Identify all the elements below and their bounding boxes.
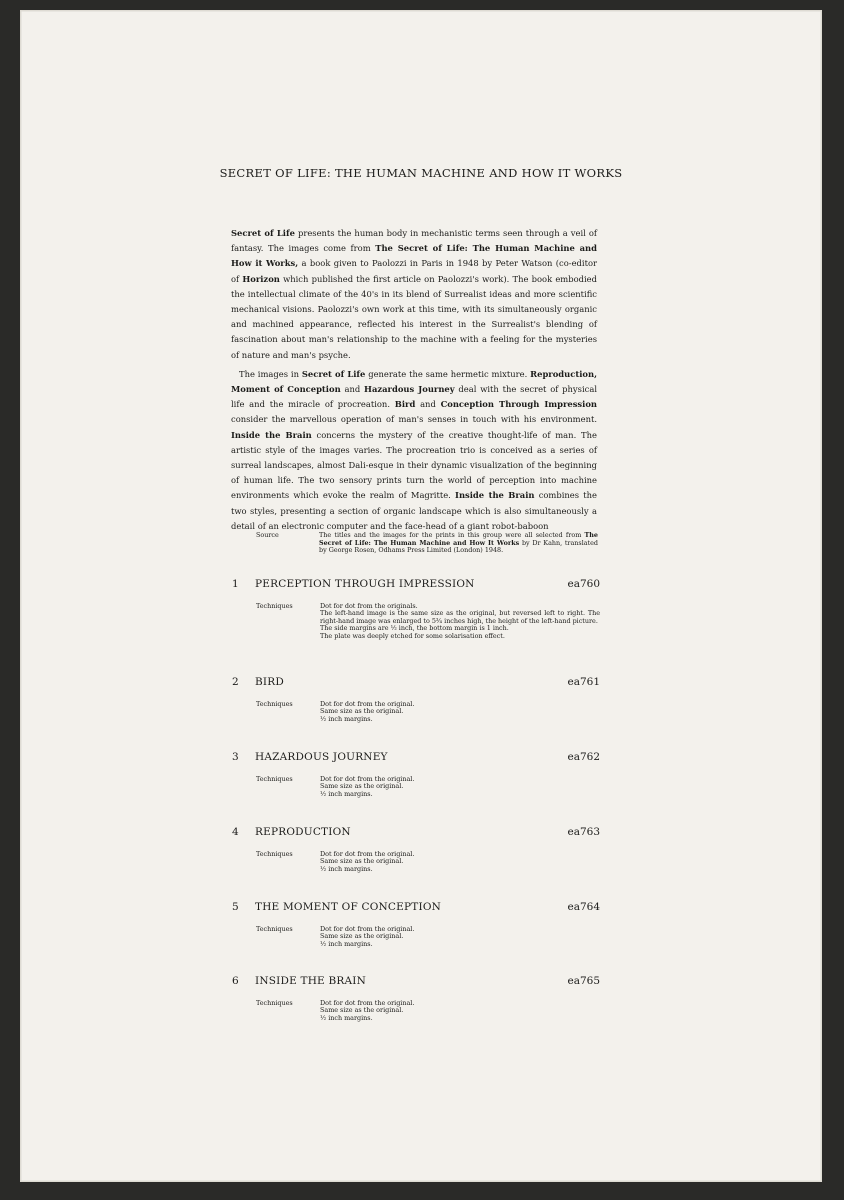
print-entry	[232, 901, 600, 973]
print-code: ea761	[567, 676, 600, 688]
print-entry	[232, 975, 600, 1047]
intro-paragraph-2	[231, 367, 597, 534]
technique-line: Dot for dot from the original.	[320, 925, 415, 933]
technique-line: Same size as the original.	[320, 707, 404, 716]
body-text: and	[340, 384, 365, 395]
technique-line: Same size as the original.	[320, 782, 404, 791]
print-title: THE MOMENT OF CONCEPTION	[255, 901, 442, 913]
print-number: 1	[232, 578, 239, 590]
technique-line: Same size as the original.	[320, 932, 404, 941]
emphasis-text: Hazardous Journey	[364, 384, 455, 395]
body-text: deal with the secret of physical life and the miracle of procreation.	[231, 384, 597, 410]
print-number: 3	[232, 751, 239, 763]
emphasis-text: Reproduction, Moment of Conception	[231, 368, 597, 395]
techniques-block	[256, 850, 600, 873]
body-text: consider the marvellous operation of man's senses in touch with his environment.	[231, 414, 597, 425]
print-entry	[232, 676, 600, 748]
body-text: a book given to Paolozzi in Paris in 1948 by Peter Watson (co-editor of	[231, 258, 597, 284]
technique-line: Dot for dot from the originals.	[320, 602, 418, 610]
body-text: presents the human body in mechanistic terms seen through a veil of fantasy. The images come from	[231, 228, 597, 254]
print-code: ea765	[567, 975, 600, 987]
intro-text	[231, 226, 597, 534]
print-code: ea762	[567, 751, 600, 763]
techniques-block	[256, 999, 600, 1022]
techniques-label: Techniques	[256, 999, 293, 1007]
technique-line: ½ inch margins.	[320, 939, 373, 948]
technique-line: Dot for dot from the original.	[320, 999, 415, 1007]
print-title: PERCEPTION THROUGH IMPRESSION	[255, 578, 475, 590]
techniques-lines	[320, 701, 600, 723]
document-title: SECRET OF LIFE: THE HUMAN MACHINE AND HOW IT WORKS	[219, 166, 623, 180]
emphasis-text: The Secret of Life: The Human Machine and How It Works	[319, 531, 598, 547]
print-number: 2	[232, 676, 239, 688]
techniques-label: Techniques	[256, 850, 293, 858]
print-entry	[232, 578, 600, 650]
body-text: concerns the mystery of the creative thought-life of man. The artistic style of the images varies. The procreation trio is conceived as a series of surreal landscapes, almost Dali-esque in their dynamic visualization of the beginning of human life. The two sensory prints turn the world of perception into machine environments which evoke the realm of Magritte.	[231, 429, 597, 501]
technique-line: Dot for dot from the original.	[320, 850, 415, 858]
print-title: REPRODUCTION	[255, 826, 351, 838]
emphasis-text: Secret of Life	[231, 228, 295, 238]
techniques-block	[256, 700, 600, 723]
print-number: 4	[232, 826, 239, 838]
emphasis-text: Conception Through Impression	[440, 399, 598, 410]
source-label: Source	[256, 531, 279, 539]
intro-paragraph-1	[231, 226, 597, 363]
techniques-lines	[320, 603, 600, 640]
print-entry	[232, 751, 600, 823]
paper-sheet	[20, 10, 822, 1182]
technique-line: ½ inch margins.	[320, 1013, 373, 1022]
techniques-lines	[320, 776, 600, 798]
techniques-lines	[320, 926, 600, 948]
technique-line: The side margins are ½ inch, the bottom margin is 1 inch.	[320, 624, 509, 633]
print-number: 5	[232, 901, 239, 913]
techniques-lines	[320, 851, 600, 873]
techniques-block	[256, 602, 600, 640]
print-title: INSIDE THE BRAIN	[255, 975, 366, 987]
print-number: 6	[232, 975, 239, 987]
technique-line: ½ inch margins.	[320, 864, 373, 873]
technique-line: Dot for dot from the original.	[320, 775, 415, 783]
techniques-lines	[320, 1000, 600, 1022]
body-text: The images in	[239, 368, 302, 379]
technique-line: Dot for dot from the original.	[320, 700, 415, 708]
techniques-label: Techniques	[256, 925, 293, 933]
body-text: and	[415, 399, 441, 410]
techniques-label: Techniques	[256, 700, 293, 708]
body-text: generate the same hermetic mixture.	[365, 368, 531, 379]
technique-line: Same size as the original.	[320, 857, 404, 866]
technique-line: ½ inch margins.	[320, 714, 373, 723]
print-title: HAZARDOUS JOURNEY	[255, 751, 388, 763]
body-text: by Dr Kahn, translated by George Rosen, Odhams Press Limited (London) 1948.	[319, 538, 598, 555]
print-entry	[232, 826, 600, 898]
techniques-block	[256, 925, 600, 948]
body-text: which published the first article on Paolozzi's work). The book embodied the intellectual climate of the 40's in its blend of Surrealist ideas and more scientific mechanical visions. Paolozzi's own work at this time, with its simultaneously organic and machined appearance, reflected his interest in the Surrealist's blending of fascination about man's relationship to the machine with a feeling for the mysteries of nature and man's psyche.	[231, 273, 597, 360]
emphasis-text: Horizon	[242, 273, 280, 284]
emphasis-text: Inside the Brain	[455, 490, 535, 501]
print-code: ea760	[567, 578, 600, 590]
technique-line: The left-hand image is the same size as the original, but reversed left to right. The right-hand image was enlarged to 5¾ inches high, the height of the left-hand picture.	[320, 609, 600, 625]
emphasis-text: Bird	[394, 399, 416, 410]
techniques-block	[256, 775, 600, 798]
emphasis-text: The Secret of Life: The Human Machine and How it Works,	[231, 243, 597, 269]
techniques-label: Techniques	[256, 775, 293, 783]
body-text: combines the two styles, presenting a section of organic landscape which is also simultaneously a detail of an electronic computer and the face-head of a giant robot-baboon	[231, 490, 597, 531]
techniques-label: Techniques	[256, 602, 293, 610]
technique-line: Same size as the original.	[320, 1006, 404, 1015]
body-text: The titles and the images for the prints in this group were all selected from	[319, 531, 585, 539]
print-title: BIRD	[255, 676, 284, 688]
emphasis-text: Secret of Life	[301, 368, 366, 379]
print-code: ea763	[567, 826, 600, 838]
emphasis-text: Inside the Brain	[231, 429, 312, 440]
source-text	[319, 532, 598, 555]
technique-line: The plate was deeply etched for some solarisation effect.	[320, 631, 505, 640]
print-code: ea764	[567, 901, 600, 913]
technique-line: ½ inch margins.	[320, 789, 373, 798]
